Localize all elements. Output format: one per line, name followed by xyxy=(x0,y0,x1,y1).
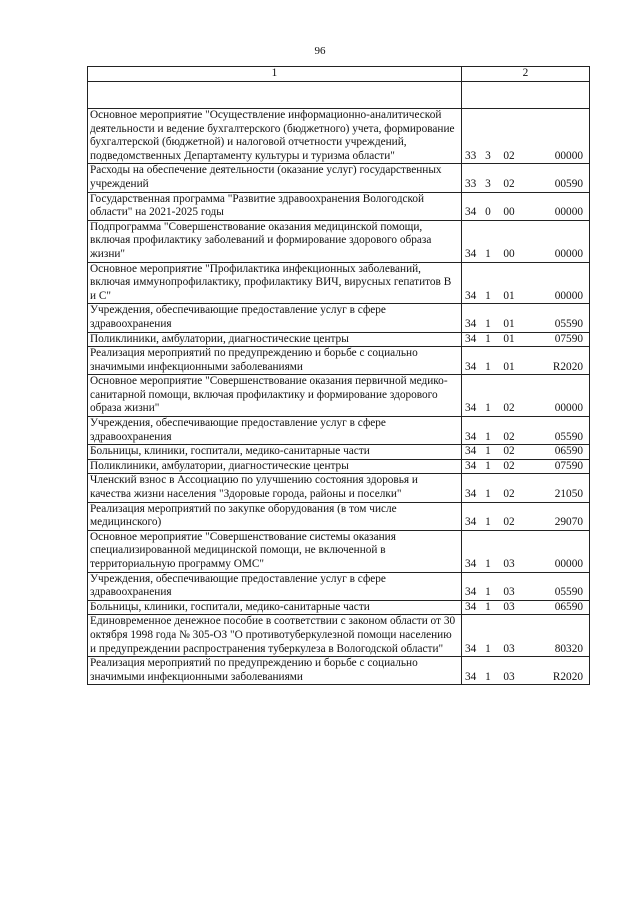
code-part-c: 00 xyxy=(503,247,515,260)
code-part-b: 1 xyxy=(485,670,491,683)
column-header-2: 2 xyxy=(462,67,590,82)
table-row xyxy=(88,109,590,164)
code-part-a: 34 xyxy=(465,642,477,655)
row-name: Учреждения, обеспечивающие предоставление услуг в сфере здравоохранения xyxy=(88,572,462,600)
row-code xyxy=(462,657,590,685)
code-part-a: 34 xyxy=(465,445,477,458)
table-row xyxy=(88,375,590,417)
code-part-d: 00000 xyxy=(554,289,583,302)
code-part-d: 05590 xyxy=(554,430,583,443)
table-row xyxy=(88,192,590,220)
table-row xyxy=(88,502,590,530)
code-part-d: R2020 xyxy=(552,360,583,373)
code-part-a: 34 xyxy=(465,247,477,260)
table-row xyxy=(88,347,590,375)
code-part-a: 34 xyxy=(465,488,477,501)
code-part-a: 33 xyxy=(465,149,477,162)
budget-table xyxy=(87,66,590,685)
table-row xyxy=(88,262,590,304)
table-row xyxy=(88,657,590,685)
code-part-d: 06590 xyxy=(554,445,583,458)
table-row xyxy=(88,164,590,192)
row-code xyxy=(462,530,590,572)
blank-row xyxy=(88,82,590,109)
code-part-d: 00590 xyxy=(554,177,583,190)
code-part-a: 33 xyxy=(465,177,477,190)
code-part-d: 07590 xyxy=(554,332,583,345)
table-row xyxy=(88,417,590,445)
code-part-b: 1 xyxy=(485,360,491,373)
code-part-c: 02 xyxy=(503,516,515,529)
row-code xyxy=(462,375,590,417)
code-part-a: 34 xyxy=(465,206,477,219)
code-part-c: 02 xyxy=(503,488,515,501)
code-part-c: 03 xyxy=(503,600,515,613)
table-row xyxy=(88,304,590,332)
code-part-b: 1 xyxy=(485,317,491,330)
code-part-b: 1 xyxy=(485,332,491,345)
code-part-a: 34 xyxy=(465,516,477,529)
table-row xyxy=(88,332,590,347)
row-code xyxy=(462,502,590,530)
code-part-c: 03 xyxy=(503,670,515,683)
code-part-d: 06590 xyxy=(554,600,583,613)
code-part-c: 03 xyxy=(503,558,515,570)
code-part-d: 80320 xyxy=(554,642,583,655)
code-part-a: 34 xyxy=(465,600,477,613)
row-code xyxy=(462,109,590,164)
row-code xyxy=(462,417,590,445)
row-code xyxy=(462,220,590,262)
code-part-b: 1 xyxy=(485,558,491,570)
code-part-d: 21050 xyxy=(554,488,583,501)
row-name: Реализация мероприятий по предупреждению и борьбе с социально значимыми инфекционными заболеваниями xyxy=(88,347,462,375)
table-row xyxy=(88,459,590,474)
code-part-b: 1 xyxy=(485,402,491,415)
code-part-c: 03 xyxy=(503,586,515,599)
row-name: Единовременное денежное пособие в соответствии с законом области от 30 октября 1998 года № 305-ОЗ "О противотуберкулезной помощи населению и предупреждении распространения туберкулеза в Вологодской области" xyxy=(88,615,462,657)
code-part-b: 1 xyxy=(485,430,491,443)
row-code xyxy=(462,459,590,474)
code-part-c: 02 xyxy=(503,445,515,458)
code-part-a: 34 xyxy=(465,360,477,373)
code-part-d: 00000 xyxy=(554,558,583,570)
row-code xyxy=(462,445,590,460)
row-code xyxy=(462,347,590,375)
row-name: Подпрограмма "Совершенствование оказания медицинской помощи, включая профилактику заболеваний и формирование здорового образа жизни" xyxy=(88,220,462,262)
code-part-c: 02 xyxy=(503,149,515,162)
table-row xyxy=(88,572,590,600)
code-part-d: 00000 xyxy=(554,247,583,260)
row-name: Основное мероприятие "Профилактика инфекционных заболеваний, включая иммунопрофилактику, профилактику ВИЧ, вирусных гепатитов В и С" xyxy=(88,262,462,304)
code-part-c: 01 xyxy=(503,317,515,330)
row-name: Расходы на обеспечение деятельности (оказание услуг) государственных учреждений xyxy=(88,164,462,192)
table-row xyxy=(88,600,590,615)
row-name: Государственная программа "Развитие здравоохранения Вологодской области" на 2021-2025 годы xyxy=(88,192,462,220)
row-name: Реализация мероприятий по предупреждению и борьбе с социально значимыми инфекционными заболеваниями xyxy=(88,657,462,685)
code-part-c: 02 xyxy=(503,430,515,443)
code-part-b: 1 xyxy=(485,586,491,599)
code-part-c: 02 xyxy=(503,177,515,190)
code-part-d: R2020 xyxy=(552,670,583,683)
code-part-b: 3 xyxy=(485,177,491,190)
code-part-a: 34 xyxy=(465,317,477,330)
code-part-c: 03 xyxy=(503,642,515,655)
code-part-d: 00000 xyxy=(554,149,583,162)
code-part-c: 01 xyxy=(503,332,515,345)
row-name: Членский взнос в Ассоциацию по улучшению состояния здоровья и качества жизни населения "Здоровые города, районы и поселки" xyxy=(88,474,462,502)
row-code xyxy=(462,615,590,657)
row-code xyxy=(462,572,590,600)
code-part-b: 3 xyxy=(485,149,491,162)
code-part-b: 1 xyxy=(485,600,491,613)
code-part-c: 02 xyxy=(503,459,515,472)
code-part-a: 34 xyxy=(465,670,477,683)
row-name: Поликлиники, амбулатории, диагностические центры xyxy=(88,459,462,474)
code-part-c: 02 xyxy=(503,402,515,415)
table-header-row xyxy=(88,67,590,82)
row-code xyxy=(462,474,590,502)
column-header-1: 1 xyxy=(88,67,462,82)
row-name: Учреждения, обеспечивающие предоставление услуг в сфере здравоохранения xyxy=(88,417,462,445)
row-code xyxy=(462,164,590,192)
code-part-a: 34 xyxy=(465,430,477,443)
code-part-a: 34 xyxy=(465,586,477,599)
code-part-d: 00000 xyxy=(554,206,583,219)
page-number: 96 xyxy=(314,45,326,57)
code-part-a: 34 xyxy=(465,558,477,570)
row-code xyxy=(462,304,590,332)
code-part-b: 1 xyxy=(485,445,491,458)
row-name: Основное мероприятие "Совершенствование системы оказания специализированной медицинской помощи, не включенной в территориальную программу ОМС" xyxy=(88,530,462,572)
code-part-a: 34 xyxy=(465,289,477,302)
code-part-b: 1 xyxy=(485,247,491,260)
code-part-b: 1 xyxy=(485,459,491,472)
code-part-d: 05590 xyxy=(554,317,583,330)
code-part-d: 05590 xyxy=(554,586,583,599)
code-part-a: 34 xyxy=(465,332,477,345)
code-part-b: 1 xyxy=(485,289,491,302)
row-code xyxy=(462,332,590,347)
row-name: Основное мероприятие "Совершенствование оказания первичной медико-санитарной помощи, включая профилактику и формирование здорового образа жизни" xyxy=(88,375,462,417)
code-part-a: 34 xyxy=(465,459,477,472)
table-row xyxy=(88,474,590,502)
code-part-b: 1 xyxy=(485,516,491,529)
row-name: Основное мероприятие "Осуществление информационно-аналитической деятельности и ведение бухгалтерского (бюджетного) учета, формирование бухгалтерской (бюджетной) и налоговой отчетности учреждений, подведомственных Департаменту культуры и туризма области" xyxy=(88,109,462,164)
code-part-c: 00 xyxy=(503,206,515,219)
code-part-d: 07590 xyxy=(554,459,583,472)
row-name: Учреждения, обеспечивающие предоставление услуг в сфере здравоохранения xyxy=(88,304,462,332)
code-part-c: 01 xyxy=(503,289,515,302)
code-part-a: 34 xyxy=(465,402,477,415)
row-code xyxy=(462,600,590,615)
code-part-b: 0 xyxy=(485,206,491,219)
code-part-c: 01 xyxy=(503,360,515,373)
row-name: Поликлиники, амбулатории, диагностические центры xyxy=(88,332,462,347)
code-part-b: 1 xyxy=(485,488,491,501)
code-part-d: 00000 xyxy=(554,402,583,415)
row-name: Реализация мероприятий по закупке оборудования (в том числе медицинского) xyxy=(88,502,462,530)
row-code xyxy=(462,192,590,220)
code-part-d: 29070 xyxy=(554,516,583,529)
table-row xyxy=(88,530,590,572)
code-part-b: 1 xyxy=(485,642,491,655)
row-code xyxy=(462,262,590,304)
table-row xyxy=(88,445,590,460)
table-row xyxy=(88,220,590,262)
row-name: Больницы, клиники, госпитали, медико-санитарные части xyxy=(88,600,462,615)
table-row xyxy=(88,615,590,657)
row-name: Больницы, клиники, госпитали, медико-санитарные части xyxy=(88,445,462,460)
